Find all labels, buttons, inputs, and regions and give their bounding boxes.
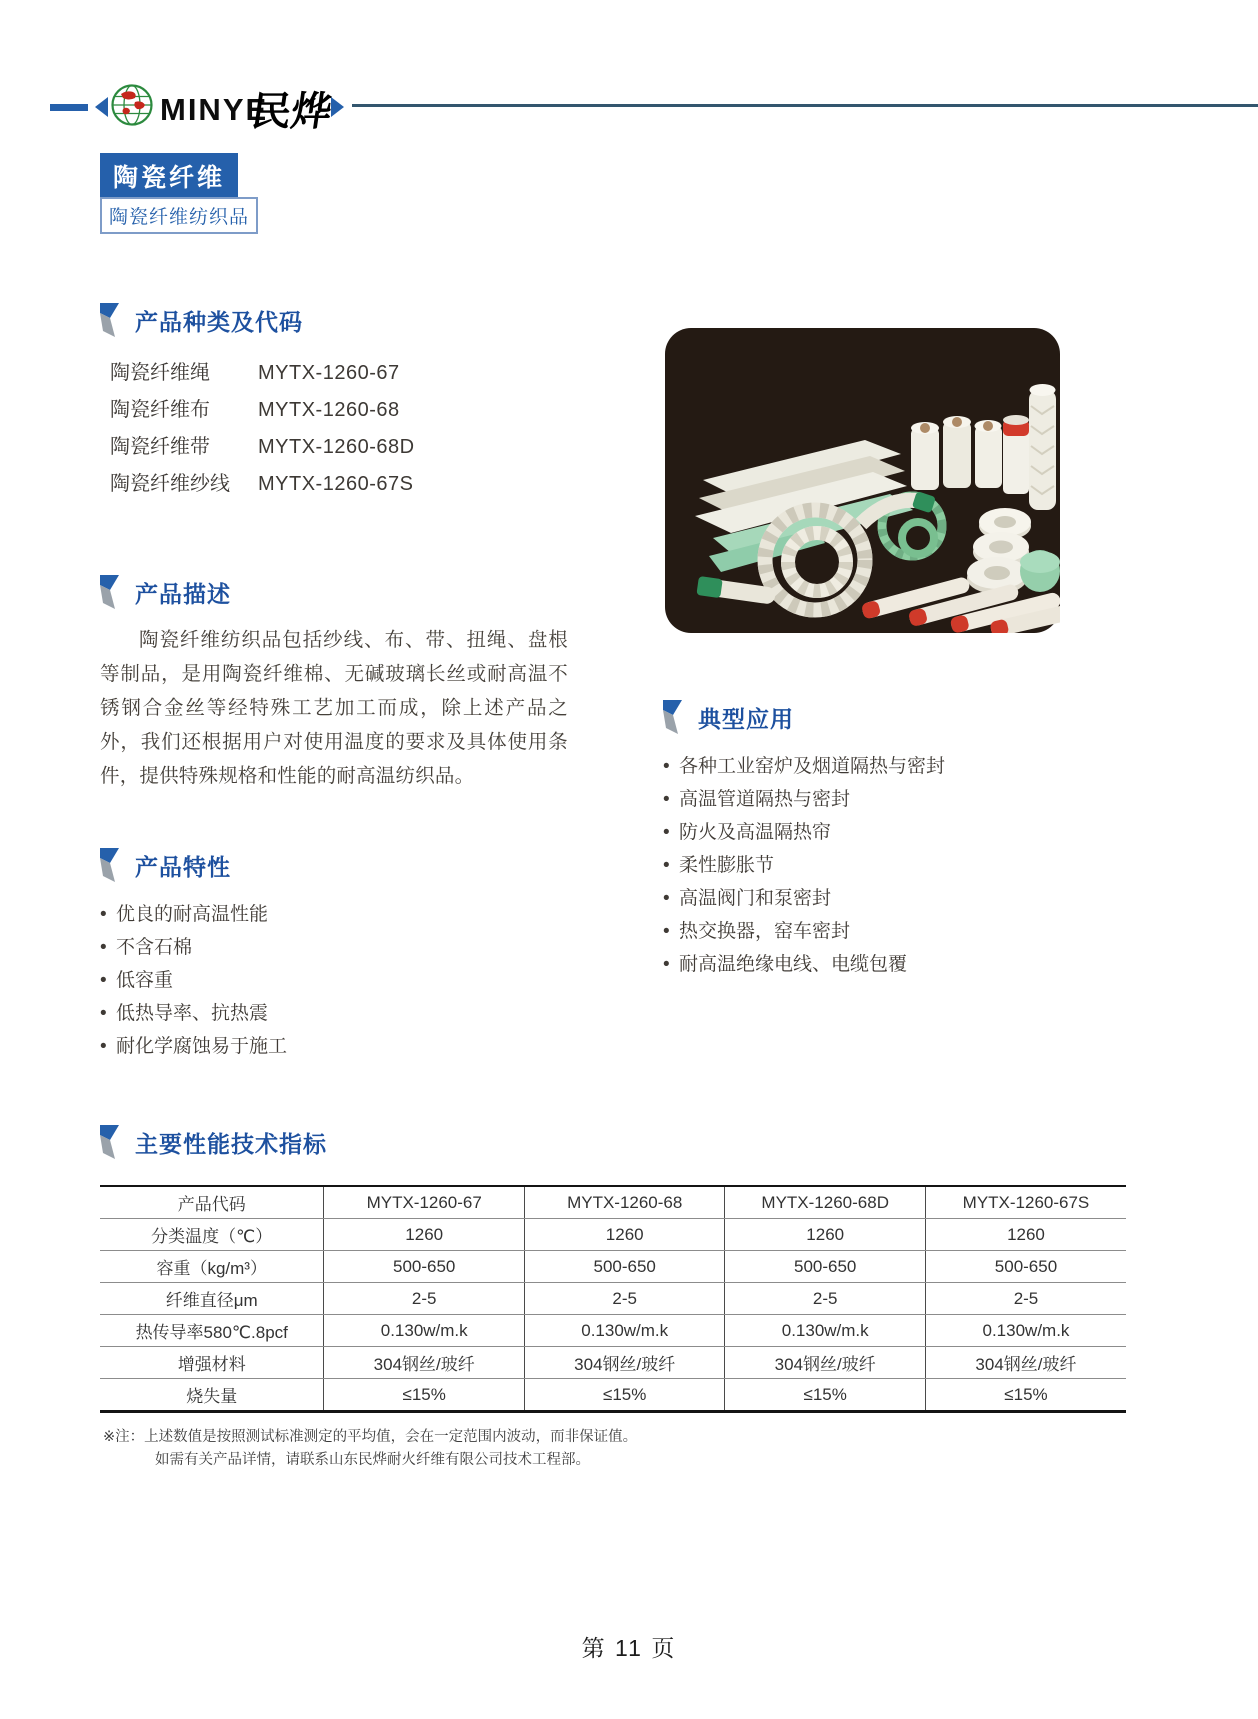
bullet-item bbox=[663, 783, 1153, 816]
description-paragraph: 陶瓷纤维纺织品包括纱线、布、带、扭绳、盘根等制品，是用陶瓷纤维棉、无碱玻璃长丝或耐高温不锈钢合金丝等经特殊工艺加工而成，除上述产品之外，我们还根据用户对使用温度的要求及具体使用条件，提供特殊规格和性能的耐高温纺织品。 bbox=[100, 629, 568, 787]
product-type-row bbox=[110, 466, 580, 503]
bullet-text: 低容重 bbox=[116, 970, 174, 991]
bullet-text: 柔性膨胀节 bbox=[679, 855, 775, 876]
bullet-dot-icon bbox=[100, 898, 116, 931]
section-applications bbox=[663, 700, 1153, 981]
section-title: 产品特性 bbox=[135, 853, 231, 880]
spec-value: 1260 bbox=[324, 1219, 525, 1251]
note-line: ※注：上述数值是按照测试标准测定的平均值，会在一定范围内波动，而非保证值。 bbox=[103, 1429, 638, 1445]
spec-row bbox=[100, 1283, 1126, 1315]
bullet-item bbox=[663, 882, 1153, 915]
product-type-code: MYTX-1260-67 bbox=[258, 362, 400, 384]
section-product-types bbox=[100, 303, 580, 503]
product-photo bbox=[665, 328, 1060, 633]
bullet-dot-icon bbox=[663, 816, 679, 849]
spec-value: 0.130w/m.k bbox=[524, 1315, 725, 1347]
spec-col-header: MYTX-1260-68 bbox=[524, 1186, 725, 1219]
section-description bbox=[100, 575, 568, 793]
bullet-text: 优良的耐高温性能 bbox=[116, 904, 269, 925]
spec-value: 2-5 bbox=[524, 1283, 725, 1315]
brand-name-en: MINYE bbox=[160, 92, 269, 127]
features-list bbox=[100, 898, 580, 1063]
bullet-item bbox=[100, 898, 580, 931]
bullet-dot-icon bbox=[663, 783, 679, 816]
bullet-text: 耐高温绝缘电线、电缆包覆 bbox=[679, 954, 908, 975]
page-subtitle: 陶瓷纤维纺织品 bbox=[100, 197, 258, 234]
spec-col-header: MYTX-1260-67S bbox=[925, 1186, 1126, 1219]
section-title: 主要性能技术指标 bbox=[135, 1130, 327, 1157]
bullet-text: 不含石棉 bbox=[116, 937, 193, 958]
blue-gray-ribbon-icon bbox=[100, 848, 119, 882]
bullet-item bbox=[100, 997, 580, 1030]
specs-table bbox=[100, 1185, 1126, 1413]
note-line: 如需有关产品详情，请联系山东民烨耐火纤维有限公司技术工程部。 bbox=[155, 1452, 590, 1468]
spec-value: 2-5 bbox=[725, 1283, 926, 1315]
spec-col-header: MYTX-1260-68D bbox=[725, 1186, 926, 1219]
applications-list bbox=[663, 750, 1153, 981]
blue-gray-ribbon-icon bbox=[100, 1125, 119, 1159]
product-type-name: 陶瓷纤维绳 bbox=[110, 362, 210, 384]
header-dash-line bbox=[50, 104, 88, 111]
spec-value: 304钢丝/玻纤 bbox=[725, 1347, 926, 1379]
header-rule-line bbox=[352, 104, 1258, 107]
section-features bbox=[100, 848, 580, 1063]
bullet-dot-icon bbox=[663, 882, 679, 915]
spec-value: ≤15% bbox=[524, 1379, 725, 1412]
blue-gray-ribbon-icon bbox=[100, 303, 119, 337]
spec-row bbox=[100, 1347, 1126, 1379]
bullet-dot-icon bbox=[100, 997, 116, 1030]
bullet-item bbox=[663, 948, 1153, 981]
bullet-dot-icon bbox=[663, 750, 679, 783]
section-title: 产品描述 bbox=[135, 580, 231, 607]
spec-value: 0.130w/m.k bbox=[925, 1315, 1126, 1347]
spec-row-label: 纤维直径μm bbox=[100, 1283, 324, 1315]
section-specs bbox=[100, 1125, 1126, 1413]
product-type-row bbox=[110, 429, 580, 466]
section-title: 产品种类及代码 bbox=[135, 308, 303, 335]
specs-header-row bbox=[100, 1186, 1126, 1219]
spec-value: 304钢丝/玻纤 bbox=[524, 1347, 725, 1379]
page-number: 第 11 页 bbox=[581, 1635, 677, 1661]
spec-row-label: 容重（kg/m³） bbox=[100, 1251, 324, 1283]
product-type-name: 陶瓷纤维带 bbox=[110, 436, 210, 458]
spec-value: 500-650 bbox=[925, 1251, 1126, 1283]
spec-value: 2-5 bbox=[925, 1283, 1126, 1315]
bullet-text: 低热导率、抗热震 bbox=[116, 1003, 269, 1024]
spec-value: 0.130w/m.k bbox=[725, 1315, 926, 1347]
product-type-row bbox=[110, 392, 580, 429]
left-arrow-icon bbox=[95, 97, 108, 117]
bullet-item bbox=[100, 931, 580, 964]
bullet-dot-icon bbox=[100, 964, 116, 997]
spec-row-label: 热传导率580℃.8pcf bbox=[100, 1315, 324, 1347]
brand-name-zh: 民烨 bbox=[248, 88, 335, 135]
bullet-text: 耐化学腐蚀易于施工 bbox=[116, 1036, 288, 1057]
spec-value: 304钢丝/玻纤 bbox=[324, 1347, 525, 1379]
globe-logo-icon bbox=[111, 84, 153, 126]
table-notes bbox=[103, 1426, 637, 1472]
bullet-text: 高温管道隔热与密封 bbox=[679, 789, 851, 810]
bullet-text: 防火及高温隔热帘 bbox=[679, 822, 832, 843]
spec-value: 1260 bbox=[725, 1219, 926, 1251]
bullet-dot-icon bbox=[663, 948, 679, 981]
bullet-text: 热交换器，窑车密封 bbox=[679, 921, 851, 942]
spec-value: 1260 bbox=[925, 1219, 1126, 1251]
spec-value: ≤15% bbox=[725, 1379, 926, 1412]
spec-value: ≤15% bbox=[324, 1379, 525, 1412]
blue-gray-ribbon-icon bbox=[100, 575, 119, 609]
bullet-item bbox=[663, 849, 1153, 882]
right-arrow-icon bbox=[331, 97, 344, 117]
spec-value: 500-650 bbox=[324, 1251, 525, 1283]
spec-col-label-header: 产品代码 bbox=[100, 1186, 324, 1219]
bullet-item bbox=[663, 750, 1153, 783]
spec-value: ≤15% bbox=[925, 1379, 1126, 1412]
spec-value: 500-650 bbox=[725, 1251, 926, 1283]
spec-row bbox=[100, 1379, 1126, 1412]
product-type-name: 陶瓷纤维纱线 bbox=[110, 473, 230, 495]
bullet-item bbox=[100, 964, 580, 997]
spec-value: 0.130w/m.k bbox=[324, 1315, 525, 1347]
product-type-code: MYTX-1260-67S bbox=[258, 473, 414, 495]
product-type-code: MYTX-1260-68D bbox=[258, 436, 415, 458]
spec-value: 500-650 bbox=[524, 1251, 725, 1283]
section-title: 典型应用 bbox=[698, 705, 794, 732]
spec-value: 1260 bbox=[524, 1219, 725, 1251]
product-type-list bbox=[100, 355, 580, 503]
page-title: 陶瓷纤维 bbox=[100, 153, 238, 199]
spec-row-label: 烧失量 bbox=[186, 1387, 238, 1406]
product-type-name: 陶瓷纤维布 bbox=[110, 399, 210, 421]
bullet-item bbox=[663, 915, 1153, 948]
spec-row bbox=[100, 1315, 1126, 1347]
bullet-item bbox=[100, 1030, 580, 1063]
bullet-dot-icon bbox=[663, 849, 679, 882]
bullet-dot-icon bbox=[100, 931, 116, 964]
spec-row bbox=[100, 1251, 1126, 1283]
bullet-dot-icon bbox=[663, 915, 679, 948]
bullet-text: 高温阀门和泵密封 bbox=[679, 888, 832, 909]
bullet-text: 各种工业窑炉及烟道隔热与密封 bbox=[679, 756, 946, 777]
blue-gray-ribbon-icon bbox=[663, 700, 682, 734]
spec-value: 2-5 bbox=[324, 1283, 525, 1315]
spec-col-header: MYTX-1260-67 bbox=[324, 1186, 525, 1219]
product-type-code: MYTX-1260-68 bbox=[258, 399, 400, 421]
product-type-row bbox=[110, 355, 580, 392]
bullet-item bbox=[663, 816, 1153, 849]
spec-row-label: 增强材料 bbox=[100, 1347, 324, 1379]
spec-row-label: 分类温度（℃） bbox=[100, 1219, 324, 1251]
spec-row bbox=[100, 1219, 1126, 1251]
bullet-dot-icon bbox=[100, 1030, 116, 1063]
spec-value: 304钢丝/玻纤 bbox=[925, 1347, 1126, 1379]
